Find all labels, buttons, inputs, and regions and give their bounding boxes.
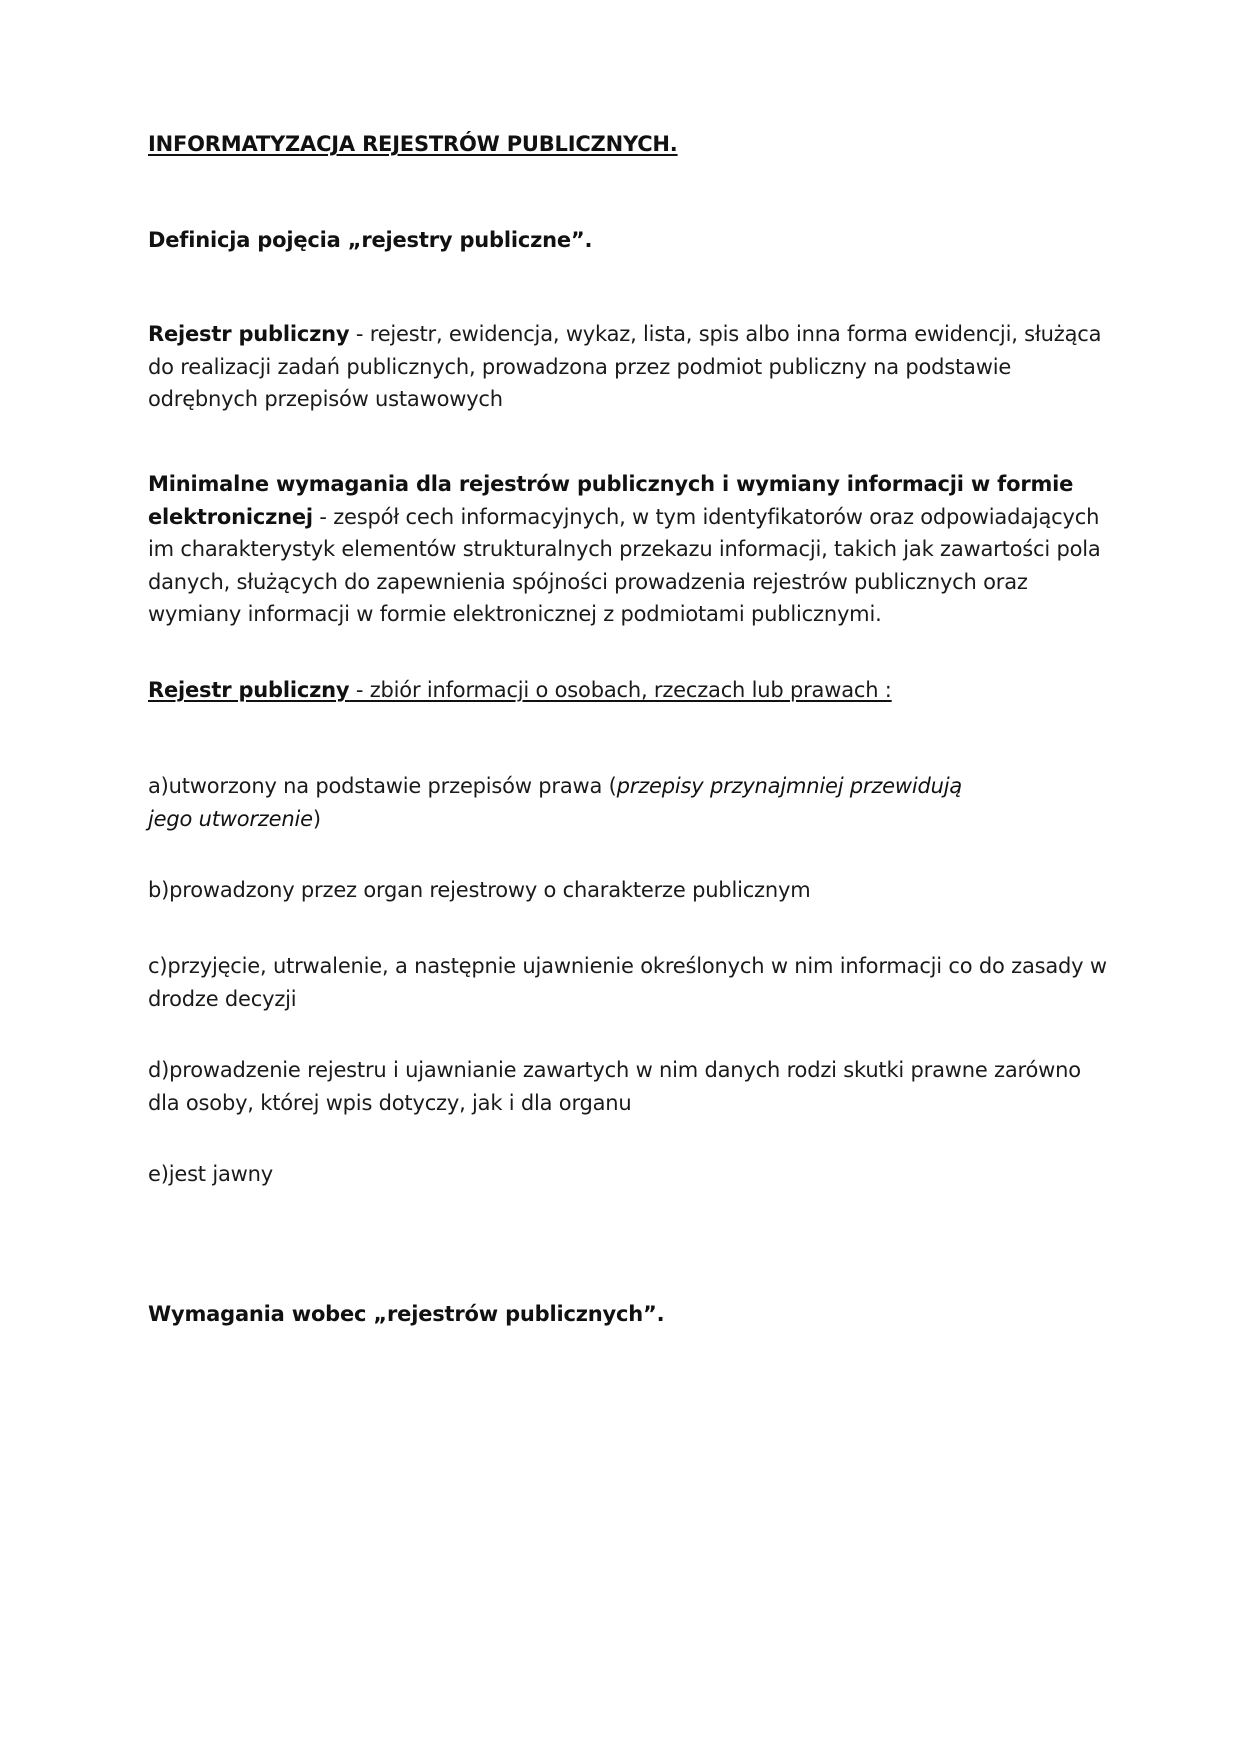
definition-term: Minimalne wymagania dla rejestrów publicznych i wymiany informacji w formie elektronicznej [148,472,1074,529]
definition-zbior-informacji [148,674,1108,707]
list-item-c: c)przyjęcie, utrwalenie, a następnie ujawnienie określonych w nim informacji co do zasady w drodze decyzji [148,954,1107,1011]
definition-text: - rejestr, ewidencja, wykaz, lista, spis albo inna forma ewidencji, służąca do realizacji zadań publicznych, prowadzona przez podmiot publiczny na podstawie odrębnych przepisów ustawowych [148,322,1102,411]
definition-underlined [148,678,892,702]
list-item-a-prefix: a)utworzony na podstawie przepisów prawa ( [148,774,617,798]
list-item-a-suffix: ) [312,806,321,831]
list-item-a [148,770,968,835]
list-item-b: b)prowadzony przez organ rejestrowy o charakterze publicznym [148,878,811,902]
definition-term: Rejestr publiczny [148,322,350,346]
list-item-a-italic: przepisy przynajmniej przewidują jego utworzenie [148,774,963,831]
definition-text: - zespół cech informacyjnych, w tym identyfikatorów oraz odpowiadających im charakterystyk elementów strukturalnych przekazu informacji, takich jak zawartości pola danych, służących do zapewnienia spójności prowadzenia rejestrów publicznych oraz wymiany informacji w formie elektronicznej z podmiotami publicznymi. [148,504,1101,626]
list-item-d: d)prowadzenie rejestru i ujawnianie zawartych w nim danych rodzi skutki prawne zarówno dla osoby, której wpis dotyczy, jak i dla organu [148,1058,1081,1115]
document-title: INFORMATYZACJA REJESTRÓW PUBLICZNYCH. [148,132,678,156]
heading-definition: Definicja pojęcia „rejestry publiczne”. [148,228,593,252]
definition-rejestr-publiczny [148,318,1108,416]
definition-term: Rejestr publiczny [148,678,350,702]
list-item-e: e)jest jawny [148,1162,273,1186]
definition-minimalne-wymagania [148,468,1108,631]
heading-requirements: Wymagania wobec „rejestrów publicznych”. [148,1302,665,1326]
definition-text: - zbiór informacji o osobach, rzeczach lub prawach : [349,678,892,702]
